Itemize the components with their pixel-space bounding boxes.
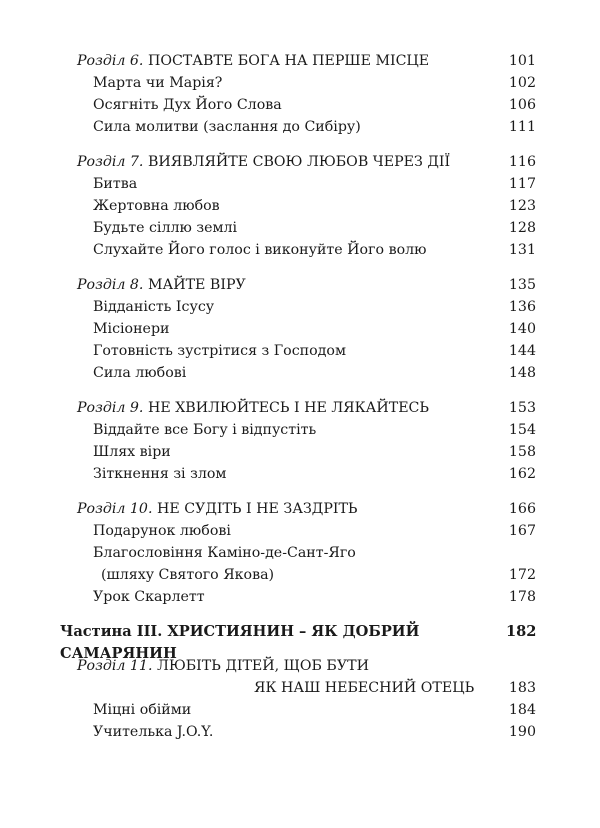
toc-entry[interactable] xyxy=(77,419,536,441)
toc-entry[interactable] xyxy=(77,217,536,239)
entry-title: Жертовна любов xyxy=(93,198,220,214)
chapter-heading[interactable] xyxy=(77,151,536,173)
chapter-heading[interactable] xyxy=(77,50,536,72)
chapter-heading-continued[interactable] xyxy=(77,677,536,699)
toc-entry[interactable] xyxy=(77,463,536,485)
chapter-11 xyxy=(77,655,536,743)
toc-entry[interactable] xyxy=(77,296,536,318)
entry-title: Шлях віри xyxy=(93,444,171,460)
page-number: 131 xyxy=(508,242,536,258)
entry-title: Битва xyxy=(93,176,138,192)
chapter-6 xyxy=(77,50,536,138)
entry-title: Слухайте Його голос і виконуйте Його волю xyxy=(93,242,427,258)
chapter-heading[interactable] xyxy=(77,274,536,296)
toc-entry[interactable] xyxy=(77,586,536,608)
entry-title: Сила любові xyxy=(93,365,187,381)
page-number: 106 xyxy=(508,97,536,113)
chapter-8 xyxy=(77,274,536,384)
entry-title: Осягніть Дух Його Слова xyxy=(93,97,282,113)
page-number: 128 xyxy=(508,220,536,236)
toc-entry[interactable] xyxy=(77,318,536,340)
toc-entry[interactable] xyxy=(77,239,536,261)
chapter-title: МАЙТЕ ВІРУ xyxy=(147,277,246,293)
entry-title: Віддайте все Богу і відпустіть xyxy=(93,422,317,438)
page-number: 136 xyxy=(508,299,536,315)
chapter-label: Розділ 8. xyxy=(77,277,144,293)
page-number: 167 xyxy=(508,523,536,539)
page-number: 166 xyxy=(508,501,536,517)
page-number: 184 xyxy=(508,702,536,718)
entry-title: Благословіння Каміно-де-Сант-Яго xyxy=(93,545,356,561)
chapter-heading[interactable] xyxy=(77,397,536,419)
chapter-heading[interactable] xyxy=(77,498,536,520)
toc-entry[interactable] xyxy=(77,173,536,195)
toc-entry[interactable] xyxy=(77,94,536,116)
toc-entry[interactable] xyxy=(77,542,536,564)
page-number: 162 xyxy=(508,466,536,482)
chapter-7 xyxy=(77,151,536,261)
table-of-contents xyxy=(60,50,537,756)
entry-title: Готовність зустрітися з Господом xyxy=(93,343,346,359)
page-number: 154 xyxy=(508,422,536,438)
page-number: 101 xyxy=(508,53,536,69)
part-title: Частина III. ХРИСТИЯНИН – ЯК ДОБРИЙ САМАРЯНИН xyxy=(60,623,420,662)
chapter-label: Розділ 11. xyxy=(77,658,153,674)
toc-entry-continued[interactable] xyxy=(77,564,536,586)
page-number: 116 xyxy=(508,154,536,170)
entry-title: Міцні обійми xyxy=(93,702,192,718)
entry-title: Відданість Ісусу xyxy=(93,299,215,315)
page-number: 153 xyxy=(508,400,536,416)
chapter-heading-text xyxy=(77,50,429,72)
page-number: 135 xyxy=(508,277,536,293)
entry-title: Зіткнення зі злом xyxy=(93,466,227,482)
page-number: 117 xyxy=(508,176,536,192)
page-number: 140 xyxy=(508,321,536,337)
page-number: 183 xyxy=(508,680,536,696)
page-number: 148 xyxy=(508,365,536,381)
chapter-heading-text xyxy=(77,274,246,296)
entry-title: Урок Скарлетт xyxy=(93,589,205,605)
toc-entry[interactable] xyxy=(77,72,536,94)
chapter-label: Розділ 10. xyxy=(77,501,153,517)
chapter-title: НЕ СУДІТЬ І НЕ ЗАЗДРІТЬ xyxy=(156,501,358,517)
entry-title: Марта чи Марія? xyxy=(93,75,223,91)
page-number: 190 xyxy=(508,724,536,740)
chapter-label: Розділ 9. xyxy=(77,400,144,416)
page-number: 123 xyxy=(508,198,536,214)
page-number: 178 xyxy=(508,589,536,605)
toc-entry[interactable] xyxy=(77,441,536,463)
toc-entry[interactable] xyxy=(77,362,536,384)
page-number: 144 xyxy=(508,343,536,359)
chapter-heading-text xyxy=(77,498,358,520)
toc-entry[interactable] xyxy=(77,520,536,542)
toc-entry[interactable] xyxy=(77,195,536,217)
chapter-label: Розділ 6. xyxy=(77,53,144,69)
entry-title-line2: (шляху Святого Якова) xyxy=(101,567,275,583)
toc-entry[interactable] xyxy=(77,721,536,743)
chapter-title: ПОСТАВТЕ БОГА НА ПЕРШЕ МІСЦЕ xyxy=(147,53,430,69)
page-number: 111 xyxy=(508,119,536,135)
chapter-label: Розділ 7. xyxy=(77,154,144,170)
chapter-title: ЛЮБІТЬ ДІТЕЙ, ЩОБ БУТИ xyxy=(156,658,369,674)
chapter-title: ВИЯВЛЯЙТЕ СВОЮ ЛЮБОВ ЧЕРЕЗ ДІЇ xyxy=(147,154,451,170)
chapter-title-line2: ЯК НАШ НЕБЕСНИЙ ОТЕЦЬ xyxy=(254,680,475,696)
entry-title: Будьте сіллю землі xyxy=(93,220,238,236)
toc-entry[interactable] xyxy=(77,699,536,721)
chapter-heading-text xyxy=(77,397,429,419)
chapter-10 xyxy=(77,498,536,608)
page-number: 158 xyxy=(508,444,536,460)
chapter-heading-text xyxy=(77,151,450,173)
chapter-title: НЕ ХВИЛЮЙТЕСЬ І НЕ ЛЯКАЙТЕСЬ xyxy=(147,400,429,416)
page-number: 172 xyxy=(508,567,536,583)
part-heading[interactable] xyxy=(60,621,537,662)
page-number: 102 xyxy=(508,75,536,91)
toc-entry[interactable] xyxy=(77,116,536,138)
page-number: 182 xyxy=(506,623,537,640)
entry-title: Сила молитви (заслання до Сибіру) xyxy=(93,119,361,135)
entry-title: Учителька J.O.Y. xyxy=(93,724,214,740)
toc-entry[interactable] xyxy=(77,340,536,362)
entry-title: Місіонери xyxy=(93,321,170,337)
entry-title: Подарунок любові xyxy=(93,523,231,539)
chapter-9 xyxy=(77,397,536,485)
